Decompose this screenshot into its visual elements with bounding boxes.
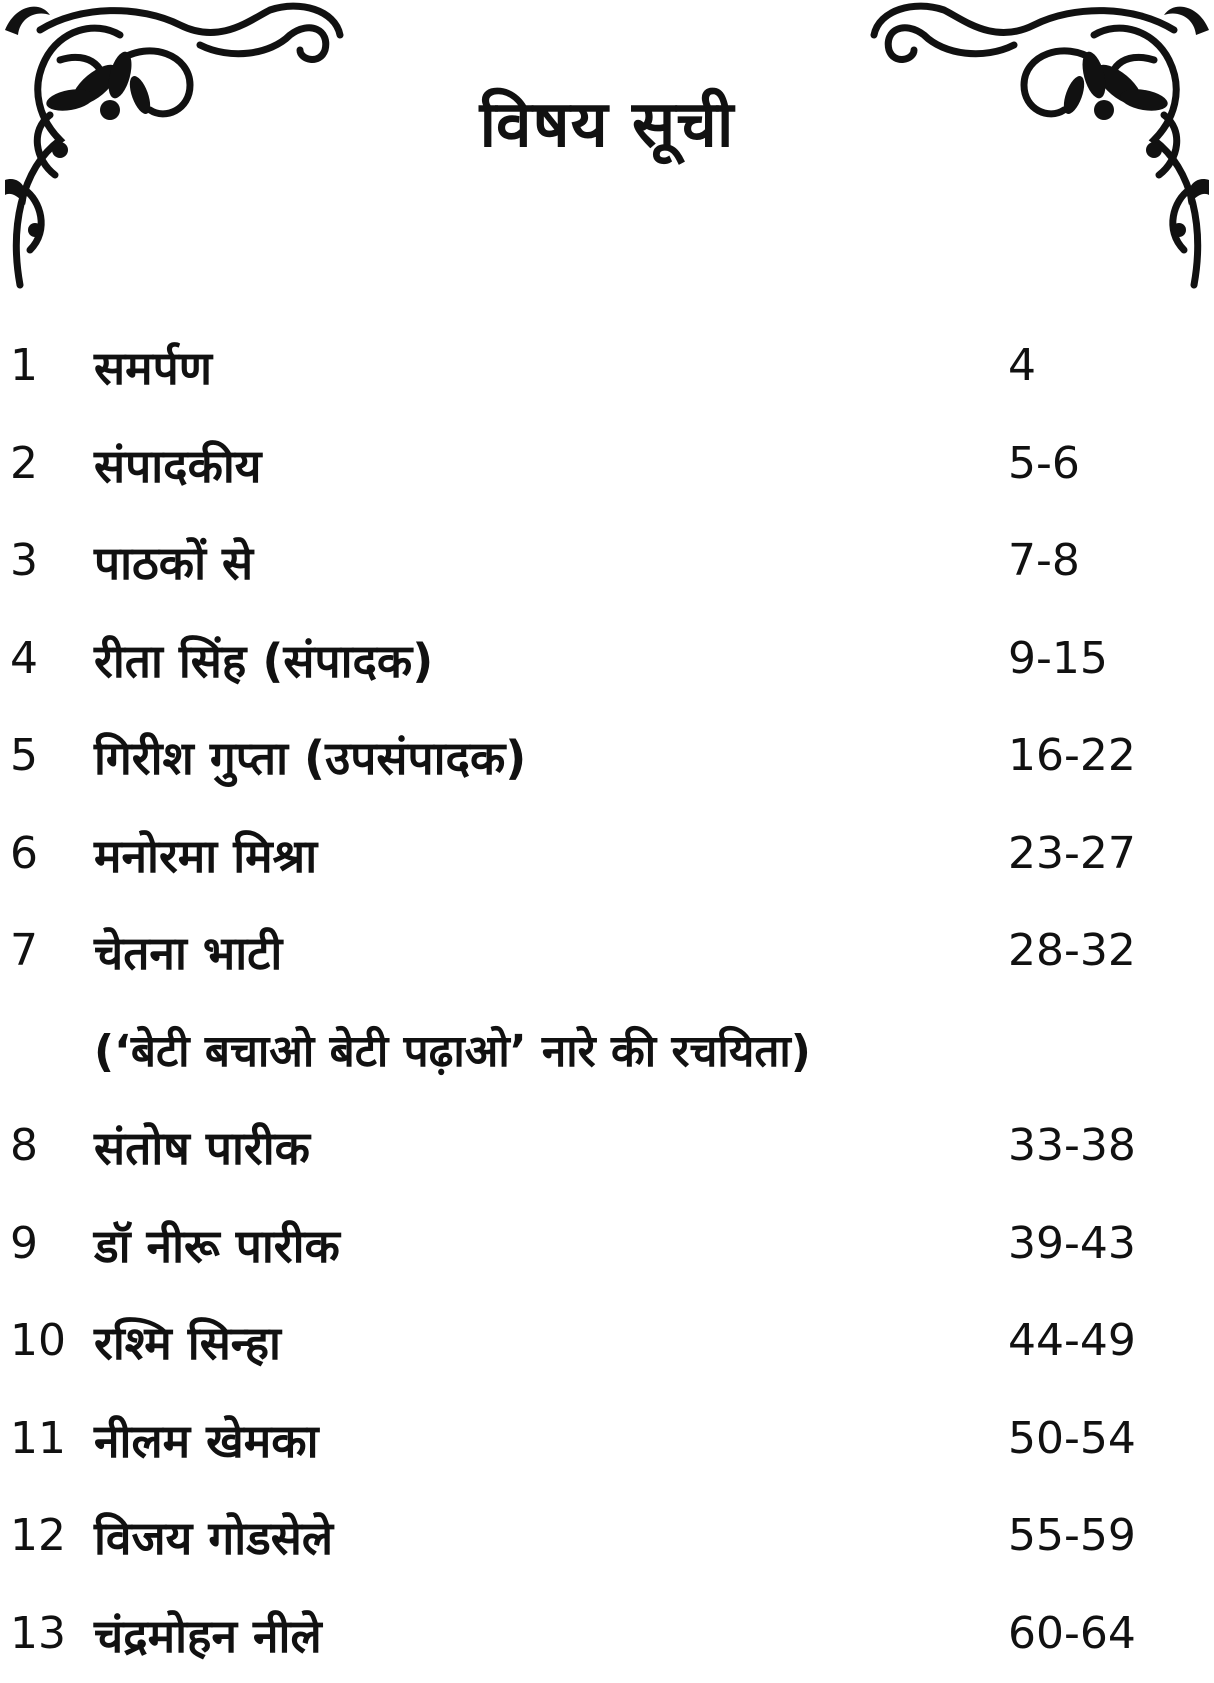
entry-pages: 39-43: [1008, 1218, 1136, 1269]
entry-title: चंद्रमोहन नीले: [94, 1604, 322, 1666]
toc-row-note: [0, 1001, 1214, 1099]
entry-number: 2: [10, 438, 38, 489]
entry-title: विजय गोडसेले: [94, 1506, 333, 1568]
entry-pages: 44-49: [1008, 1315, 1136, 1366]
entry-pages: 5-6: [1008, 438, 1080, 489]
toc-row: [0, 1293, 1214, 1391]
entry-title: समर्पण: [94, 336, 212, 398]
entry-number: 3: [10, 535, 38, 586]
entry-pages: 33-38: [1008, 1120, 1136, 1171]
entry-number: 9: [10, 1218, 38, 1269]
entry-note: (‘बेटी बचाओ बेटी पढ़ाओ’ नारे की रचयिता): [94, 1019, 811, 1079]
entry-number: 1: [10, 340, 38, 391]
entry-pages: 9-15: [1008, 633, 1108, 684]
entry-pages: 4: [1008, 340, 1036, 391]
entry-number: 12: [10, 1510, 66, 1561]
entry-pages: 23-27: [1008, 828, 1136, 879]
toc-row: [0, 513, 1214, 611]
entry-title: चेतना भाटी: [94, 921, 282, 983]
page-title: विषय सूची: [0, 78, 1214, 165]
entry-title: पाठकों से: [94, 531, 253, 593]
entry-title: रश्मि सिन्हा: [94, 1311, 281, 1373]
toc-row: [0, 416, 1214, 514]
entry-pages: 50-54: [1008, 1413, 1136, 1464]
entry-number: 7: [10, 925, 38, 976]
entry-title: संतोष पारीक: [94, 1116, 310, 1178]
entry-number: 13: [10, 1608, 66, 1659]
toc-row: [0, 1391, 1214, 1489]
entry-number: 4: [10, 633, 38, 684]
table-of-contents: [0, 318, 1214, 1683]
entry-pages: 7-8: [1008, 535, 1080, 586]
entry-pages: 55-59: [1008, 1510, 1136, 1561]
entry-number: 11: [10, 1413, 66, 1464]
entry-pages: 60-64: [1008, 1608, 1136, 1659]
entry-title: मनोरमा मिश्रा: [94, 824, 317, 886]
entry-number: 8: [10, 1120, 38, 1171]
toc-row: [0, 903, 1214, 1001]
entry-number: 5: [10, 730, 38, 781]
toc-row: [0, 318, 1214, 416]
toc-row: [0, 708, 1214, 806]
entry-title: संपादकीय: [94, 434, 262, 496]
toc-row: [0, 1488, 1214, 1586]
entry-title: नीलम खेमका: [94, 1409, 319, 1471]
toc-row: [0, 611, 1214, 709]
entry-title: डॉ नीरू पारीक: [94, 1214, 340, 1276]
toc-row: [0, 806, 1214, 904]
entry-pages: 16-22: [1008, 730, 1136, 781]
entry-pages: 28-32: [1008, 925, 1136, 976]
entry-number: 6: [10, 828, 38, 879]
entry-number: 10: [10, 1315, 66, 1366]
toc-row: [0, 1196, 1214, 1294]
entry-title: रीता सिंह (संपादक): [94, 629, 433, 691]
entry-title: गिरीश गुप्ता (उपसंपादक): [94, 726, 526, 788]
toc-row: [0, 1586, 1214, 1683]
toc-row: [0, 1098, 1214, 1196]
